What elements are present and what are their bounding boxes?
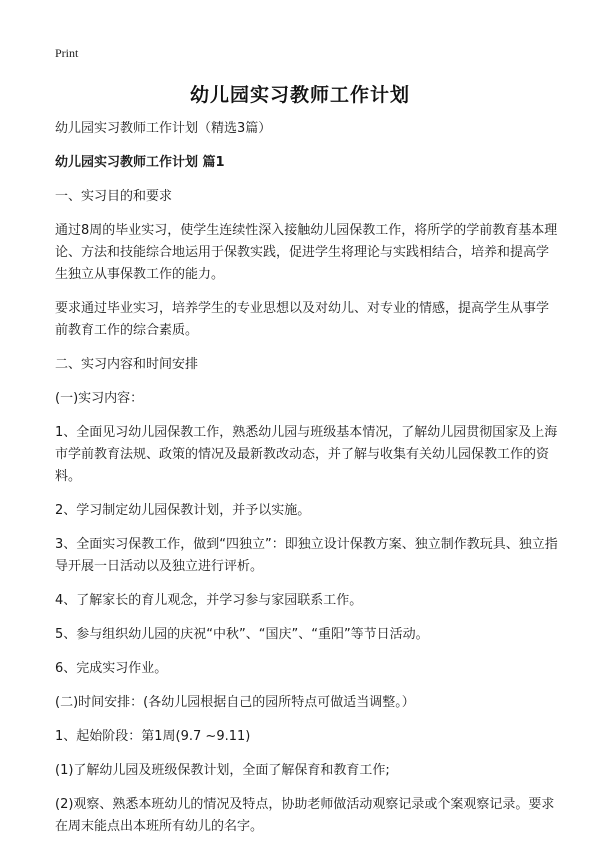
page-title: 幼儿园实习教师工作计划 <box>189 84 410 106</box>
list-item: (1)了解幼儿园及班级保教计划，全面了解保育和教育工作; <box>55 763 390 778</box>
subsection-heading: (一)实习内容： <box>55 391 144 406</box>
section-heading: 二、实习内容和时间安排 <box>55 357 199 372</box>
subsection-heading: (二)时间安排：(各幼儿园根据自己的园所特点可做适当调整。） <box>55 695 415 710</box>
list-item: 2、学习制定幼儿园保教计划，并予以实施。 <box>55 503 311 518</box>
list-item: (2)观察、熟悉本班幼儿的情况及特点，协助老师做活动观察记录或个案观察记录。要求在周末能点出本班所有幼儿的名字。 <box>55 797 555 834</box>
subtitle: 幼儿园实习教师工作计划（精选3篇） <box>55 121 272 136</box>
list-item: 1、起始阶段：第1周(9.7 ~9.11) <box>55 729 251 744</box>
list-item: 1、全面见习幼儿园保教工作，熟悉幼儿园与班级基本情况，了解幼儿园贯彻国家及上海市学前教育法规、政策的情况及最新教改动态，并了解与收集有关幼儿园保教工作的资料。 <box>55 425 558 484</box>
paragraph: 要求通过毕业实习，培养学生的专业思想以及对幼儿、对专业的情感，提高学生从事学前教育工作的综合素质。 <box>55 301 550 338</box>
list-item: 3、全面实习保教工作，做到“四独立”：即独立设计保教方案、独立制作教玩具、独立指导开展一日活动以及独立进行评析。 <box>55 537 558 574</box>
print-link[interactable]: Print <box>55 46 79 60</box>
paragraph: 通过8周的毕业实习，使学生连续性深入接触幼儿园保教工作，将所学的学前教育基本理论、方法和技能综合地运用于保教实践，促进学生将理论与实践相结合，培养和提高学生独立从事保教工作的能力。 <box>55 223 558 282</box>
article-heading: 幼儿园实习教师工作计划 篇1 <box>55 155 225 170</box>
list-item: 5、参与组织幼儿园的庆祝“中秋”、“国庆”、“重阳”等节日活动。 <box>55 627 429 642</box>
list-item: 6、完成实习作业。 <box>55 661 168 676</box>
article-body <box>55 118 560 850</box>
list-item: 4、了解家长的育儿观念，并学习参与家园联系工作。 <box>55 593 363 608</box>
section-heading: 一、实习目的和要求 <box>55 189 173 204</box>
